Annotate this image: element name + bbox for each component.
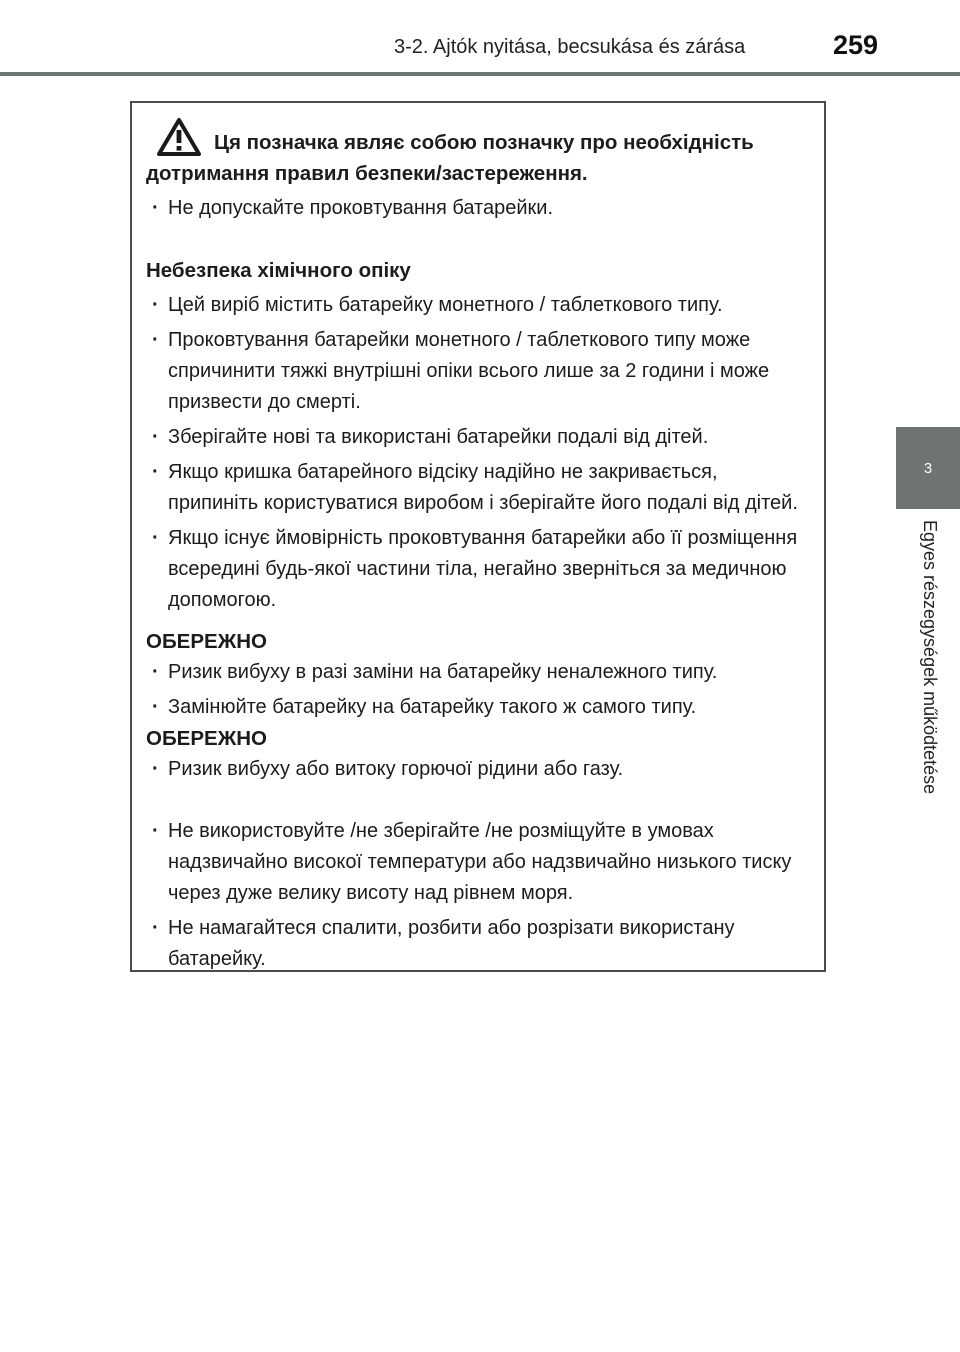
chemical-burn-bullet: · Якщо кришка батарейного відсіку надійно не закривається, припиніть користуватися виробом і зберігайте його подалі від дітей. [146,457,810,519]
chemical-burn-bullet: · Цей виріб містить батарейку монетного / таблеткового типу. [146,290,810,321]
caution-bullet: · Не намагайтеся спалити, розбити або розрізати використану батарейку. [146,913,810,975]
chemical-burn-bullet: · Зберігайте нові та використані батарейки подалі від дітей. [146,422,810,453]
caution-bullet: · Ризик вибуху або витоку горючої рідини або газу. [146,754,810,785]
chapter-number: 3 [923,459,933,477]
chapter-tab [896,427,960,509]
header-rule [0,72,960,76]
caution-heading: ОБЕРЕЖНО [146,727,267,750]
caution-bullet: · Замінюйте батарейку на батарейку такого ж самого типу. [146,692,810,723]
caution-heading: ОБЕРЕЖНО [146,630,267,653]
notice-heading-part1: Ця позначка являє собою позначку про необхідність [214,131,754,154]
notice-heading [146,117,810,158]
page-number: 259 [833,30,879,60]
chemical-burn-bullet: · Якщо існує ймовірність проковтування батарейки або її розміщення всередині будь-якої частини тіла, негайно зверніться за медичною допомогою. [146,523,810,616]
notice-heading-part2: дотримання правил безпеки/застереження. [146,162,588,185]
intro-bullet: · Не допускайте проковтування батарейки. [146,193,810,224]
safety-notice-box [130,101,826,972]
caution-bullet: · Не використовуйте /не зберігайте /не розміщуйте в умовах надзвичайно високої температури або надзвичайно низького тиску через дуже велику висоту над рівнем моря. [146,816,810,909]
warning-triangle-icon [156,117,202,157]
chemical-burn-bullet: · Проковтування батарейки монетного / таблеткового типу може спричинити тяжкі внутрішні опіки всього лише за 2 години і може призвести до смерті. [146,325,810,418]
caution-bullet: · Ризик вибуху в разі заміни на батарейку неналежного типу. [146,657,810,688]
chapter-title: Egyes részegységek működtetése [920,520,940,795]
section-title: 3-2. Ajtók nyitása, becsukása és zárása [394,36,746,58]
chemical-burn-heading: Небезпека хімічного опіку [146,259,411,282]
